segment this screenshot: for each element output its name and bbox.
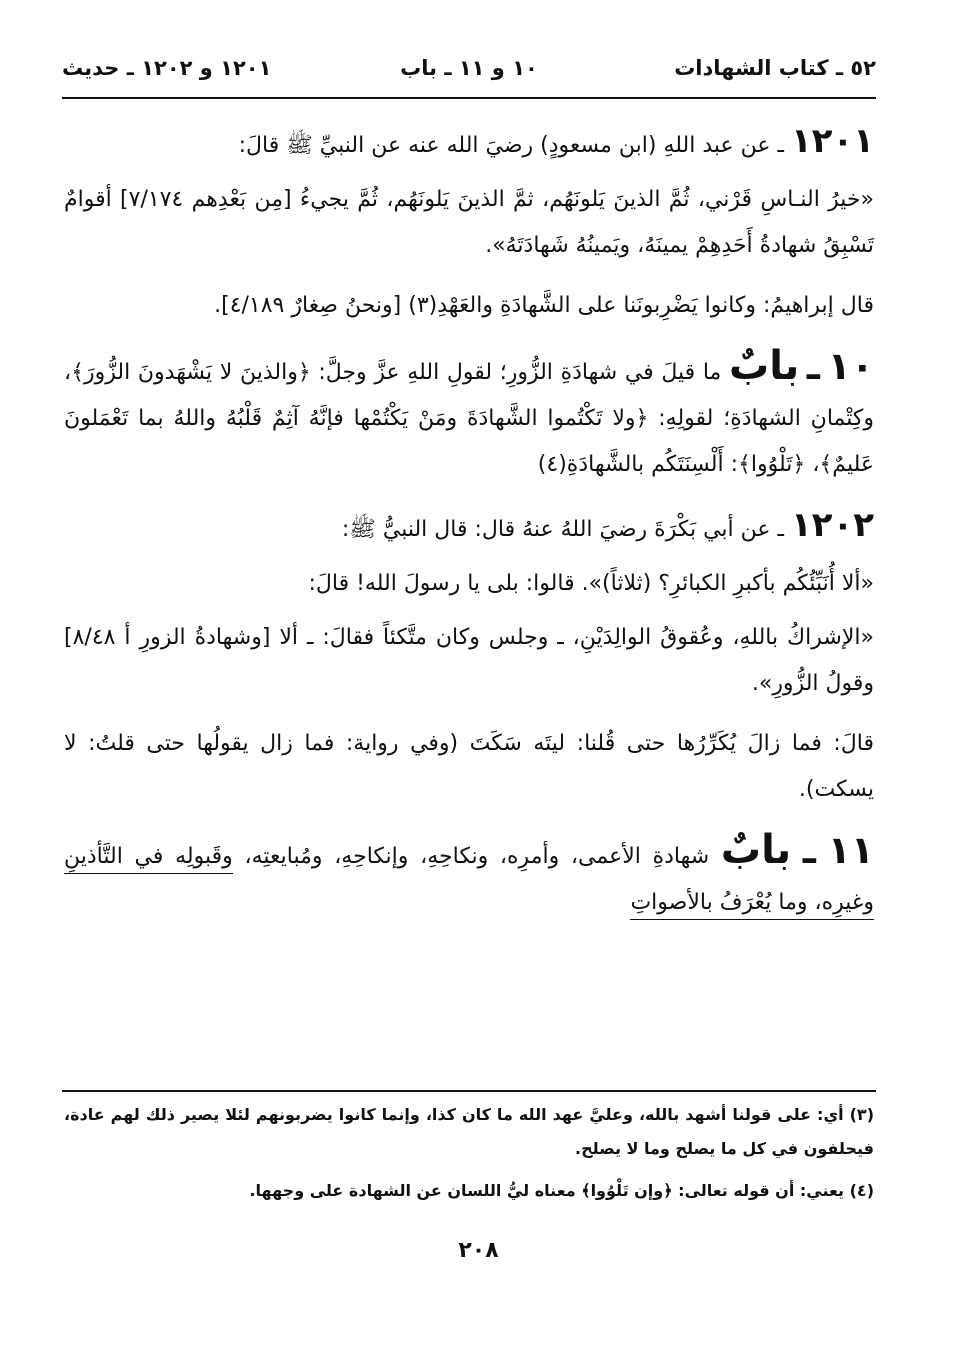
hadith-1201-text: «خيرُ النـاسِ قَرْني، ثُمَّ الذينَ يَلونَهُم، ثمَّ الذينَ يَلونَهُم، ثُمَّ يجيءُ [مِن بَعْدِهم ٧/١٧٤] أقوامٌ تَسْبِقُ شهادةُ أَحَدِهِمْ يمينَهُ، ويَمينُهُ شَهادَتَهُ». [64, 187, 874, 258]
header-book-title: ٥٢ ـ كتاب الشهادات [674, 56, 876, 80]
footnotes [64, 1098, 874, 1216]
header-divider [62, 97, 876, 99]
chapter-word: بابٌ [720, 827, 792, 873]
footnote-divider [62, 1090, 876, 1092]
footnote-3: (٣) أي: على قولنا أشهد بالله، وعليَّ عهد الله ما كان كذا، وإنما كانوا يضربونهم لئلا يصير ذلك لهم عادة، فيحلفون في كل ما يصلح وما لا يصلح. [64, 1105, 874, 1158]
hadith-number: ١٢٠١ [790, 121, 874, 161]
chapter-dash: ـ [806, 344, 820, 388]
chapter-number: ١٠ [827, 344, 874, 388]
main-text [64, 118, 874, 940]
chapter-title-last-line: وقَبولِه في التَّأذينِ وغيرِه، وما يُعْرَفُ بالأصواتِ [64, 844, 874, 920]
hadith-1201-ibrahim: قال إبراهيمُ: وكانوا يَضْرِبونَنا على الشَّهادَةِ والعَهْدِ(٣) [ونحنُ صِغارٌ ٤/١٨٩]. [214, 293, 874, 318]
running-header [62, 52, 876, 92]
hadith-1202-line-2: «الإشراكُ باللهِ، وعُقوقُ الوالِدَيْنِ، ـ وجلس وكان متَّكئاً فقالَ: ـ ألا [وشهادةُ الزورِ أ ٨/٤٨] وقولُ الزُّورِ». [64, 625, 874, 696]
hadith-number: ١٢٠٢ [790, 505, 874, 545]
chapter-11 [64, 827, 874, 926]
chapter-title-text: شهادةِ الأعمى، وأمرِه، ونكاحِهِ، وإنكاحِهِ، ومُبايعتِه، [244, 844, 710, 869]
chapter-number: ١١ [827, 828, 874, 872]
chapter-dash: ـ [802, 828, 816, 872]
header-chapter-range: ١٠ و ١١ ـ باب [400, 56, 538, 80]
hadith-1202-intro [64, 502, 874, 553]
hadith-1201-intro [64, 118, 874, 169]
hadith-intro-text: ـ عن عبد اللهِ (ابن مسعودٍ) رضيَ الله عنه عن النبيِّ ﷺ قالَ: [238, 133, 784, 158]
hadith-1202-line-1: «ألا أُنَبِّئُكُم بأكبرِ الكبائرِ؟ (ثلاثاً)». قالوا: بلى يا رسولَ الله! قالَ: [308, 571, 874, 596]
chapter-10 [64, 343, 874, 488]
chapter-title-text: ما قيلَ في شهادَةِ الزُّورِ؛ لقولِ اللهِ عزَّ وجلَّ: ﴿والذينَ لا يَشْهَدونَ الزُّورَ﴾، وكِتْمانِ الشهادَةِ؛ لقولِهِ: ﴿ولا تَكْتُموا الشَّهادَةَ ومَنْ يَكْتُمْها فإنَّهُ آثِمٌ قَلْبُهُ واللهُ بما تَعْمَلونَ عَليمٌ﴾، ﴿تَلْوُوا﴾: أَلْسِنَتَكُم بالشَّهادَةِ(٤) [64, 360, 874, 477]
hadith-intro-text: ـ عن أبي بَكْرَةَ رضيَ اللهُ عنهُ قال: قال النبيُّ ﷺ: [341, 517, 784, 542]
header-hadith-range: ١٢٠١ و ١٢٠٢ ـ حديث [62, 56, 272, 80]
chapter-word: بابٌ [729, 343, 800, 389]
page-number: ٢٠٨ [458, 1238, 499, 1263]
footnote-4: (٤) يعني: أن قوله تعالى: ﴿وإن تَلْوُوا﴾ معناه ليُّ اللسان عن الشهادة على وجهها. [249, 1181, 874, 1200]
hadith-1202-line-3: قالَ: فما زالَ يُكَرِّرُها حتى قُلنا: ليتَه سَكَتَ (وفي رواية: فما زال يقولُها حتى قلتُ: لا يسكت). [64, 731, 874, 802]
